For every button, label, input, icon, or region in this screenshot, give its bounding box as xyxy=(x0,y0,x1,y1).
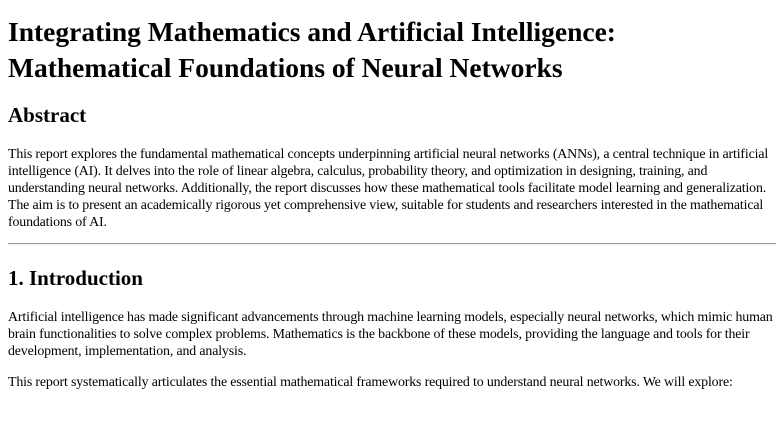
title-line-1: Integrating Mathematics and Artificial Intelligence: xyxy=(8,16,616,47)
title-line-2: Mathematical Foundations of Neural Networks xyxy=(8,52,563,83)
document-title xyxy=(8,14,776,86)
introduction-paragraph: Artificial intelligence has made significant advancements through machine learning models, especially neural networks, which mimic human brain functionalities to solve complex problems. Mathematics is the backbone of these models, providing the language and tools for their development, implementation, and analysis. xyxy=(8,310,773,359)
abstract-text: This report explores the fundamental mathematical concepts underpinning artificial neural networks (ANNs), a central technique in artificial intelligence (AI). It delves into the role of linear algebra, calculus, probability theory, and optimization in designing, training, and understanding neural networks. Additionally, the report discusses how these mathematical tools facilitate model learning and generalization. The aim is to present an academically rigorous yet comprehensive view, suitable for students and researchers interested in the mathematical foundations of AI. xyxy=(8,147,769,230)
abstract-heading: Abstract xyxy=(8,103,87,127)
introduction-paragraph: This report systematically articulates the essential mathematical frameworks required to understand neural networks. We will explore: xyxy=(8,375,733,390)
introduction-section xyxy=(8,265,776,391)
section-divider xyxy=(8,243,776,245)
abstract-section xyxy=(8,102,776,231)
introduction-heading: 1. Introduction xyxy=(8,266,143,290)
